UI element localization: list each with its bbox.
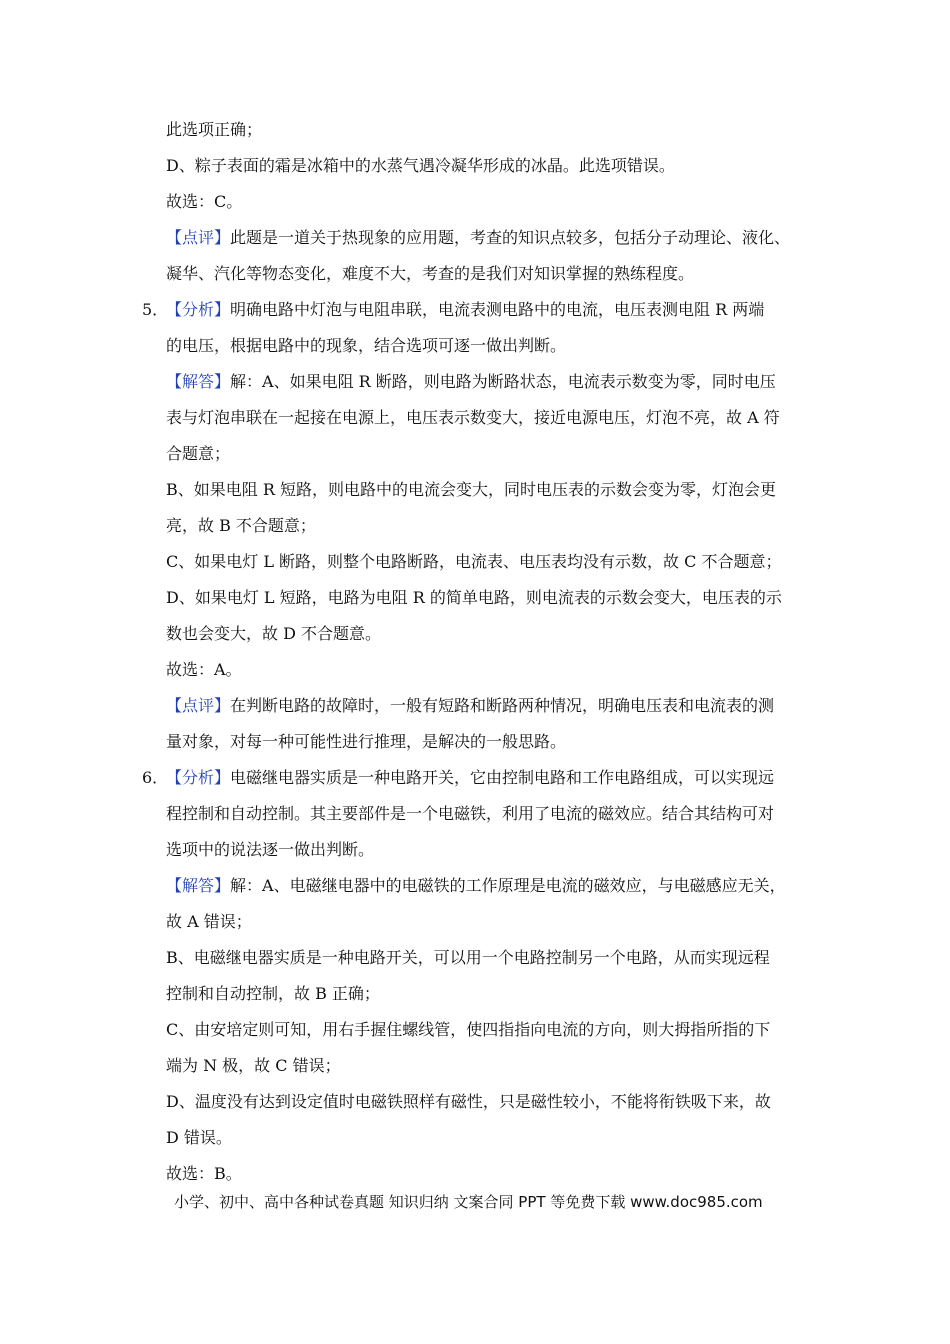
text-line: 故选：A。: [166, 660, 242, 679]
text-line: B、电磁继电器实质是一种电路开关，可以用一个电路控制另一个电路，从而实现远程: [166, 948, 770, 967]
question-number: 5．: [142, 300, 169, 319]
analysis-line: [166, 768, 826, 788]
analysis-tag: 【分析】: [166, 768, 231, 787]
answer-line: [166, 876, 826, 896]
text-segment: 解：A、电磁继电器中的电磁铁的工作原理是电流的磁效应，与电磁感应无关，: [230, 876, 786, 895]
text-segment: 电磁继电器实质是一种电路开关，它由控制电路和工作电路组成，可以实现远: [230, 768, 775, 787]
text-line: 的电压，根据电路中的现象，结合选项可逐一做出判断。: [166, 336, 567, 355]
text-line: 端为 N 极，故 C 错误；: [166, 1056, 341, 1075]
text-segment: 明确电路中灯泡与电阻串联，电流表测电路中的电流，电压表测电阻 R 两端: [230, 300, 765, 319]
text-line: B、如果电阻 R 短路，则电路中的电流会变大，同时电压表的示数会变为零，灯泡会更: [166, 480, 776, 499]
footer-banner: 小学、初中、高中各种试卷真题 知识归纳 文案合同 PPT 等免费下载 www.doc985.com: [174, 1193, 763, 1211]
review-line: [166, 696, 826, 716]
text-line: 故 A 错误；: [166, 912, 252, 931]
text-segment: 在判断电路的故障时，一般有短路和断路两种情况，明确电压表和电流表的测: [230, 696, 775, 715]
text-line: D、如果电灯 L 短路，电路为电阻 R 的简单电路，则电流表的示数会变大，电压表的示: [166, 588, 782, 607]
analysis-tag: 【分析】: [166, 300, 231, 319]
review-line: [166, 228, 826, 248]
text-line: 亮，故 B 不合题意；: [166, 516, 316, 535]
question-number: 6．: [142, 768, 169, 787]
text-line: 控制和自动控制，故 B 正确；: [166, 984, 380, 1003]
text-line: 合题意；: [166, 444, 231, 463]
text-line: 故选：C。: [166, 192, 243, 211]
text-line: 选项中的说法逐一做出判断。: [166, 840, 375, 859]
review-tag: 【点评】: [166, 228, 231, 247]
review-tag: 【点评】: [166, 696, 231, 715]
text-line: 凝华、汽化等物态变化，难度不大，考查的是我们对知识掌握的熟练程度。: [166, 264, 695, 283]
text-line: C、如果电灯 L 断路，则整个电路断路，电流表、电压表均没有示数，故 C 不合题意；: [166, 552, 782, 571]
text-line: D 错误。: [166, 1128, 232, 1147]
text-line: 程控制和自动控制。其主要部件是一个电磁铁，利用了电流的磁效应。结合其结构可对: [166, 804, 775, 823]
answer-tag: 【解答】: [166, 372, 231, 391]
text-line: 故选：B。: [166, 1164, 242, 1183]
text-line: 量对象，对每一种可能性进行推理，是解决的一般思路。: [166, 732, 567, 751]
text-line: D、粽子表面的霜是冰箱中的水蒸气遇冷凝华形成的冰晶。此选项错误。: [166, 156, 675, 175]
text-line: C、由安培定则可知，用右手握住螺线管，使四指指向电流的方向，则大拇指所指的下: [166, 1020, 771, 1039]
text-segment: 解：A、如果电阻 R 断路，则电路为断路状态，电流表示数变为零，同时电压: [230, 372, 776, 391]
text-segment: 此题是一道关于热现象的应用题，考查的知识点较多，包括分子动理论、液化、: [230, 228, 791, 247]
text-line: D、温度没有达到设定值时电磁铁照样有磁性，只是磁性较小，不能将衔铁吸下来，故: [166, 1092, 771, 1111]
text-line: 此选项正确；: [166, 120, 263, 139]
answer-line: [166, 372, 826, 392]
text-line: 表与灯泡串联在一起接在电源上，电压表示数变大，接近电源电压，灯泡不亮，故 A 符: [166, 408, 780, 427]
answer-tag: 【解答】: [166, 876, 231, 895]
text-line: 数也会变大，故 D 不合题意。: [166, 624, 382, 643]
analysis-line: [166, 300, 826, 320]
